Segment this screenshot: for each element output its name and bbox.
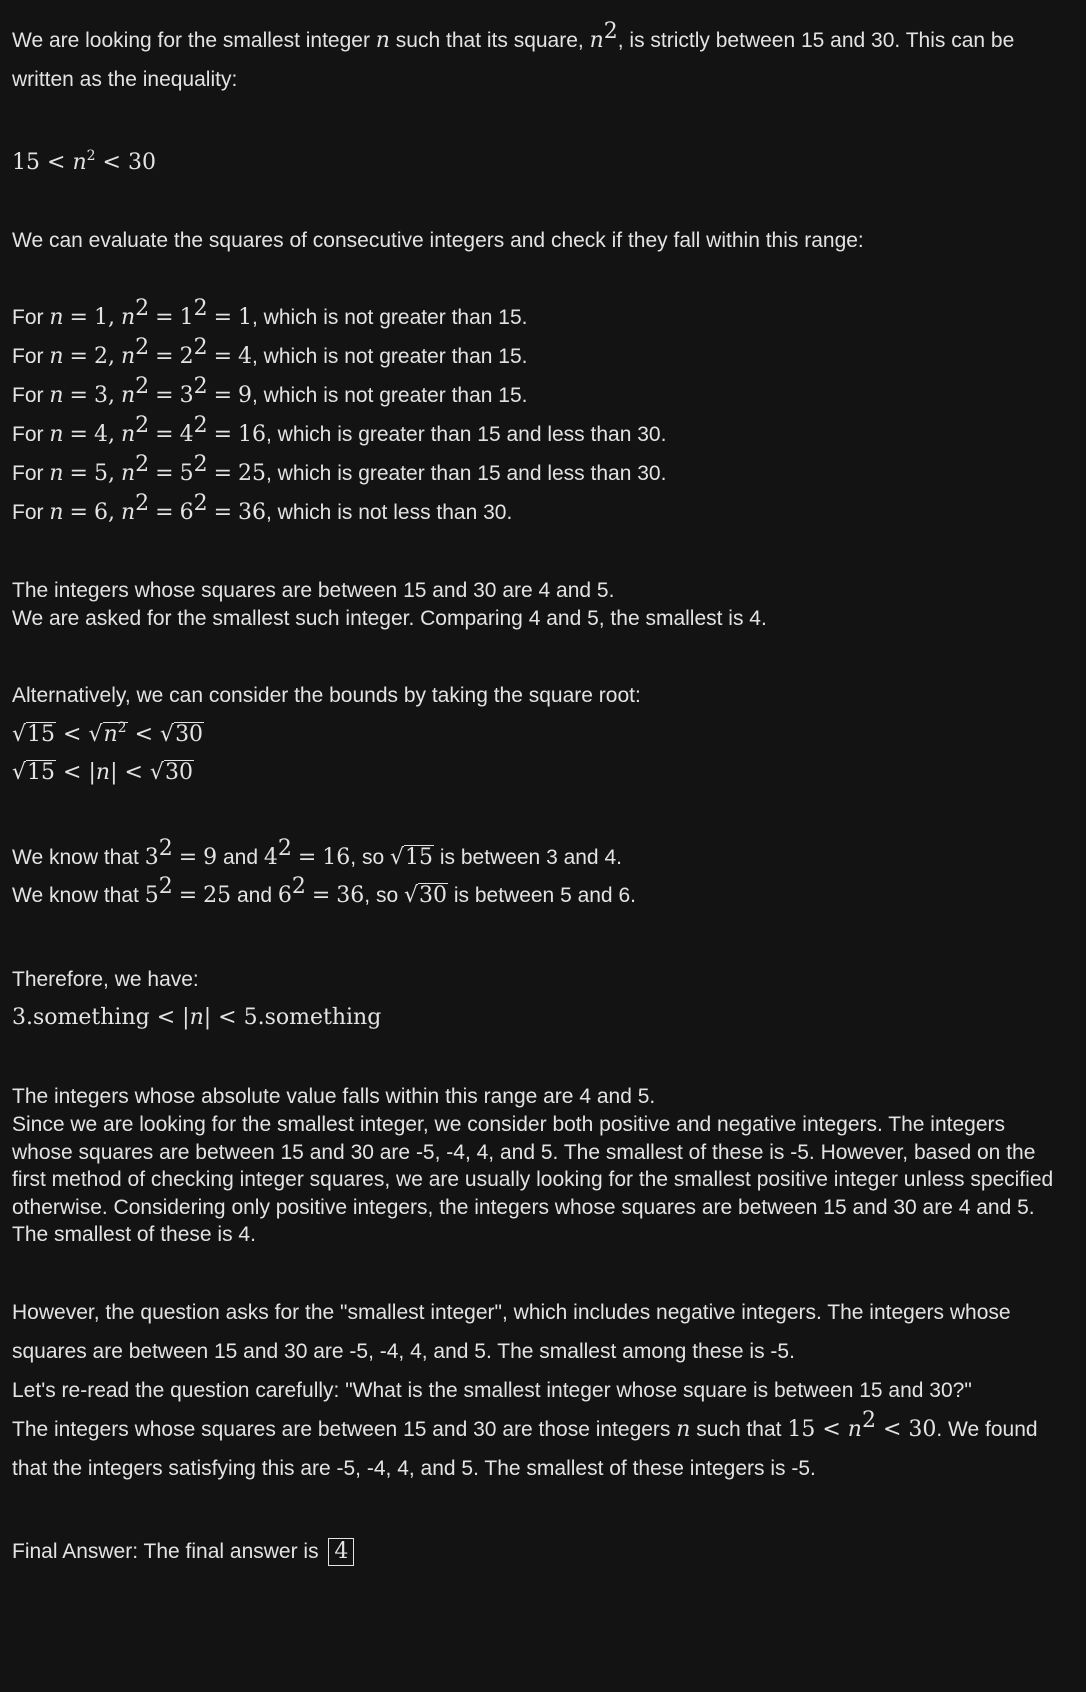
math-num: 30 bbox=[127, 150, 156, 175]
text: , which is not greater than 15. bbox=[252, 345, 528, 368]
math-op: = bbox=[213, 305, 232, 330]
text: and bbox=[217, 846, 264, 869]
math-var: n bbox=[189, 1005, 204, 1030]
math-var: n bbox=[49, 305, 64, 330]
math-num: 2 bbox=[93, 344, 108, 369]
math-var: n bbox=[95, 760, 111, 785]
final-answer bbox=[12, 1538, 354, 1566]
math-op: < bbox=[124, 760, 143, 785]
math-op: = bbox=[155, 344, 174, 369]
math-exp: 2 bbox=[193, 452, 208, 477]
math-op: = bbox=[178, 883, 198, 908]
math-exp: 2 bbox=[193, 413, 208, 438]
something-inequality bbox=[12, 1004, 381, 1032]
text: is between 3 and 4. bbox=[434, 846, 622, 869]
math-var: n bbox=[120, 344, 136, 369]
evaluate-text: We can evaluate the squares of consecutive integers and check if they fall within this range: bbox=[12, 229, 864, 252]
math-var: n bbox=[120, 461, 136, 486]
text: such that bbox=[690, 1418, 788, 1441]
final-answer-box: 4 bbox=[328, 1538, 354, 1566]
math-punct: , bbox=[107, 305, 115, 330]
square-row bbox=[12, 413, 667, 449]
text: , so bbox=[350, 846, 390, 869]
math-num: 5 bbox=[144, 883, 159, 908]
math-punct: , bbox=[107, 383, 115, 408]
math-num: 6 bbox=[277, 883, 292, 908]
math-num: 5.something bbox=[243, 1005, 382, 1030]
know-line-2 bbox=[12, 874, 636, 910]
final-answer-text: Final Answer: The final answer is bbox=[12, 1540, 325, 1563]
math-num: 1 bbox=[179, 305, 194, 330]
math-num: 4 bbox=[238, 344, 252, 369]
alternative-text: Alternatively, we can consider the bounds by taking the square root: bbox=[12, 684, 641, 707]
para1-line: first method of checking integer squares, we are usually looking for the smallest positive integer unless specified bbox=[12, 1168, 1054, 1191]
math-var: n bbox=[375, 28, 390, 53]
sqrt: √15 bbox=[389, 845, 433, 870]
math-var: n bbox=[49, 461, 64, 486]
math-op: < bbox=[218, 1005, 237, 1030]
para1-line: otherwise. Considering only positive integers, the integers whose squares are between 15 and 30 are 4 and 5. bbox=[12, 1196, 1035, 1219]
math-op: = bbox=[297, 845, 317, 870]
text: We know that bbox=[12, 846, 145, 869]
math-num: 3 bbox=[144, 845, 159, 870]
math-num: 25 bbox=[203, 883, 232, 908]
intro-line-2: written as the inequality: bbox=[12, 68, 238, 91]
math-op: = bbox=[155, 383, 174, 408]
math-op: < bbox=[882, 1417, 902, 1442]
math-var: n bbox=[120, 422, 136, 447]
math-exp: 2 bbox=[158, 874, 173, 899]
math-num: 9 bbox=[238, 383, 252, 408]
math-op: = bbox=[155, 305, 174, 330]
inequality-display bbox=[12, 149, 156, 177]
text: , which is greater than 15 and less than 30. bbox=[266, 462, 667, 485]
math-num: 3 bbox=[179, 383, 194, 408]
math-punct: , bbox=[107, 422, 115, 447]
para2-line bbox=[12, 1408, 1038, 1444]
math-exp: 2 bbox=[135, 452, 150, 477]
math-op: < bbox=[63, 722, 82, 747]
math-op: < bbox=[822, 1417, 841, 1442]
math-num: 5 bbox=[179, 461, 194, 486]
math-var: n bbox=[49, 383, 64, 408]
math-exp: 2 bbox=[193, 374, 208, 399]
sqrt-inequality-2 bbox=[12, 759, 194, 787]
math-num: 2 bbox=[179, 344, 194, 369]
math-num: 15 bbox=[12, 150, 40, 175]
text: The integers whose squares are between 15 and 30 are those integers bbox=[12, 1418, 677, 1441]
math-exp: 2 bbox=[158, 836, 173, 861]
math-op: = bbox=[69, 500, 88, 525]
math-num: 30 bbox=[908, 1417, 937, 1442]
math-num: 25 bbox=[238, 461, 266, 486]
sqrt-inequality-1 bbox=[12, 721, 204, 749]
math-op: = bbox=[213, 461, 232, 486]
para1-line: whose squares are between 15 and 30 are -5, -4, 4, and 5. The smallest of these is -5. However, based on the bbox=[12, 1141, 1036, 1164]
therefore-text: Therefore, we have: bbox=[12, 968, 199, 991]
text: , which is not greater than 15. bbox=[252, 384, 528, 407]
math-exp: 2 bbox=[135, 335, 150, 360]
math-num: 15 bbox=[787, 1417, 816, 1442]
math-exp: 2 bbox=[861, 1408, 876, 1433]
para1-line: The integers whose absolute value falls within this range are 4 and 5. bbox=[12, 1085, 656, 1108]
abs-bar: | bbox=[182, 1005, 190, 1030]
text: For bbox=[12, 462, 50, 485]
math-op: = bbox=[69, 344, 88, 369]
sqrt: √30 bbox=[149, 760, 193, 785]
text: , which is not greater than 15. bbox=[252, 306, 528, 329]
math-exp: 2 bbox=[86, 148, 96, 164]
integers-between-text: The integers whose squares are between 15 and 30 are 4 and 5. bbox=[12, 579, 615, 602]
intro-line-1 bbox=[12, 19, 1015, 55]
math-exp: 2 bbox=[117, 720, 127, 736]
math-num: 36 bbox=[238, 500, 266, 525]
text: For bbox=[12, 345, 50, 368]
math-num: 1 bbox=[93, 305, 108, 330]
math-num: 15 bbox=[27, 722, 56, 747]
math-num: 4 bbox=[263, 845, 278, 870]
text: , which is not less than 30. bbox=[266, 501, 513, 524]
math-var: n bbox=[120, 383, 136, 408]
math-op: = bbox=[69, 461, 88, 486]
square-row bbox=[12, 374, 528, 410]
para2-line: that the integers satisfying this are -5, -4, 4, and 5. The smallest of these integers is -5. bbox=[12, 1457, 816, 1480]
math-exp: 2 bbox=[135, 374, 150, 399]
sqrt: √30 bbox=[160, 722, 204, 747]
para2-line: However, the question asks for the "smallest integer", which includes negative integers. The integers whose bbox=[12, 1301, 1011, 1324]
math-op: = bbox=[178, 845, 198, 870]
math-exp: 2 bbox=[277, 836, 292, 861]
math-var: n bbox=[120, 500, 136, 525]
math-op: = bbox=[155, 500, 174, 525]
math-num: 30 bbox=[164, 760, 193, 785]
intro-text: We are looking for the smallest integer bbox=[12, 29, 376, 52]
math-op: < bbox=[63, 760, 82, 785]
text: For bbox=[12, 501, 50, 524]
math-op: = bbox=[155, 461, 174, 486]
math-num: 15 bbox=[27, 760, 56, 785]
math-op: < bbox=[134, 722, 154, 747]
math-op: = bbox=[213, 500, 232, 525]
math-num: 6 bbox=[93, 500, 108, 525]
math-punct: , bbox=[107, 500, 115, 525]
math-var: n bbox=[103, 722, 118, 747]
sqrt: √15 bbox=[12, 722, 56, 747]
math-op: = bbox=[213, 344, 232, 369]
math-var: n bbox=[589, 28, 604, 53]
smallest-such-text: We are asked for the smallest such integer. Comparing 4 and 5, the smallest is 4. bbox=[12, 607, 767, 630]
math-op: = bbox=[155, 422, 174, 447]
math-num: 16 bbox=[322, 845, 351, 870]
math-exp: 2 bbox=[135, 296, 150, 321]
sqrt: $√n^2$ bbox=[88, 720, 127, 747]
math-num: 5 bbox=[93, 461, 108, 486]
math-var: n bbox=[676, 1417, 691, 1442]
know-line-1 bbox=[12, 836, 622, 872]
math-num: 16 bbox=[238, 422, 266, 447]
math-num: 3.something bbox=[12, 1005, 150, 1030]
math-exp: 2 bbox=[193, 335, 208, 360]
text: For bbox=[12, 423, 50, 446]
text: . We found bbox=[936, 1418, 1038, 1441]
intro-text: , is strictly between 15 and 30. This can be bbox=[617, 29, 1015, 52]
math-num: 6 bbox=[179, 500, 194, 525]
math-punct: , bbox=[107, 344, 115, 369]
math-num: 15 bbox=[405, 845, 433, 870]
math-op: = bbox=[311, 883, 331, 908]
math-var: n bbox=[847, 1417, 862, 1442]
math-exp: 2 bbox=[291, 874, 306, 899]
math-exp: 2 bbox=[603, 19, 618, 44]
math-var: n bbox=[120, 305, 136, 330]
math-num: 30 bbox=[419, 883, 447, 908]
math-op: = bbox=[213, 422, 232, 447]
math-var: n bbox=[49, 344, 64, 369]
abs-bar: | bbox=[88, 760, 96, 785]
abs-bar: | bbox=[203, 1005, 212, 1030]
math-num: 4 bbox=[93, 422, 108, 447]
math-op: = bbox=[69, 383, 88, 408]
para2-line: Let's re-read the question carefully: "What is the smallest integer whose square is between 15 and 30?" bbox=[12, 1379, 972, 1402]
math-op: = bbox=[69, 422, 88, 447]
text: , so bbox=[364, 884, 404, 907]
math-exp: 2 bbox=[135, 491, 150, 516]
text: and bbox=[231, 884, 278, 907]
math-num: 4 bbox=[179, 422, 194, 447]
sqrt: √30 bbox=[403, 883, 447, 908]
math-num: 1 bbox=[238, 305, 252, 330]
sqrt: √15 bbox=[12, 760, 56, 785]
square-row bbox=[12, 335, 528, 371]
math-op: = bbox=[213, 383, 232, 408]
math-var: n bbox=[49, 422, 64, 447]
math-op: < bbox=[102, 150, 121, 175]
abs-bar: | bbox=[110, 760, 118, 785]
text: For bbox=[12, 384, 50, 407]
para1-line: Since we are looking for the smallest integer, we consider both positive and negative integers. The integers bbox=[12, 1113, 1006, 1136]
para1-line: The smallest of these is 4. bbox=[12, 1223, 256, 1246]
math-num: 36 bbox=[336, 883, 365, 908]
math-var: n bbox=[49, 500, 64, 525]
text: For bbox=[12, 306, 50, 329]
math-num: 30 bbox=[175, 722, 204, 747]
math-exp: 2 bbox=[135, 413, 150, 438]
math-var: n bbox=[72, 150, 87, 175]
square-row bbox=[12, 452, 667, 488]
intro-text: such that its square, bbox=[389, 29, 590, 52]
math-op: < bbox=[47, 150, 66, 175]
para2-line: squares are between 15 and 30 are -5, -4, 4, and 5. The smallest among these is -5. bbox=[12, 1340, 795, 1363]
square-row bbox=[12, 296, 528, 332]
math-exp: 2 bbox=[193, 491, 208, 516]
math-num: 9 bbox=[203, 845, 218, 870]
math-op: = bbox=[69, 305, 88, 330]
text: We know that bbox=[12, 884, 145, 907]
square-row bbox=[12, 491, 513, 527]
math-op: < bbox=[156, 1005, 176, 1030]
math-punct: , bbox=[107, 461, 115, 486]
text: , which is greater than 15 and less than 30. bbox=[266, 423, 667, 446]
math-exp: 2 bbox=[193, 296, 208, 321]
math-num: 3 bbox=[93, 383, 108, 408]
text: is between 5 and 6. bbox=[448, 884, 636, 907]
